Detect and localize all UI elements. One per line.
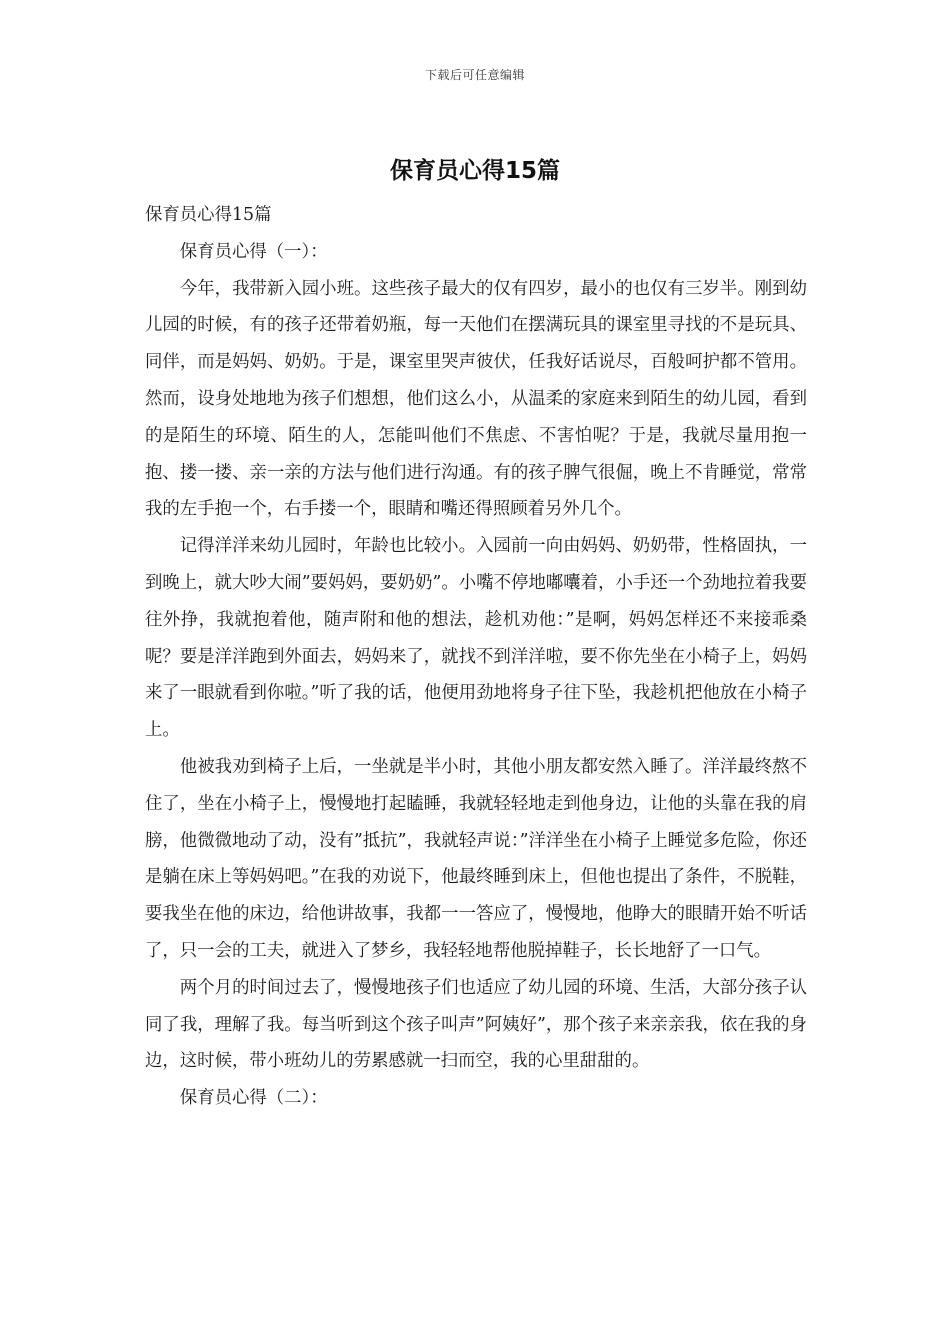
body-paragraph: 两个月的时间过去了，慢慢地孩子们也适应了幼儿园的环境、生活，大部分孩子认同了我，理解了我。每当听到这个孩子叫声”阿姨好”，那个孩子来亲亲我，依在我的身边，这时候，带小班幼儿的劳累感就一扫而空，我的心里甜甜的。 [145, 977, 807, 1072]
page-title: 保育员心得15篇 [389, 158, 560, 184]
header-note: 下载后可任意编辑 [424, 68, 525, 82]
body-paragraph: 今年，我带新入园小班。这些孩子最大的仅有四岁，最小的也仅有三岁半。刚到幼儿园的时候，有的孩子还带着奶瓶，每一天他们在摆满玩具的课室里寻找的不是玩具、同伴，而是妈妈、奶奶。于是，课室里哭声彼伏，任我好话说尽，百般呵护都不管用。然而，设身处地地为孩子们想想，他们这么小，从温柔的家庭来到陌生的幼儿园，看到的是陌生的环境、陌生的人，怎能叫他们不焦虑、不害怕呢？于是，我就尽量用抱一抱、搂一搂、亲一亲的方法与他们进行沟通。有的孩子脾气很倔，晚上不肯睡觉，常常我的左手抱一个，右手搂一个，眼睛和嘴还得照顾着另外几个。 [145, 278, 807, 520]
body-paragraph: 记得洋洋来幼儿园时，年龄也比较小。入园前一向由妈妈、奶奶带，性格固执，一到晚上，就大吵大闹”要妈妈，要奶奶”。小嘴不停地嘟囔着，小手还一个劲地拉着我要往外挣，我就抱着他，随声附和他的想法，趁机劝他：”是啊，妈妈怎样还不来接乖桑呢？要是洋洋跑到外面去，妈妈来了，就找不到洋洋啦，要不你先坐在小椅子上，妈妈来了一眼就看到你啦。”听了我的话，他便用劲地将身子往下坠，我趁机把他放在小椅子上。 [145, 536, 807, 741]
document-subtitle: 保育员心得15篇 [145, 205, 272, 225]
section-heading-two: 保育员心得（二）： [179, 1088, 328, 1109]
document-body [145, 197, 807, 1117]
section-heading-one: 保育员心得（一）： [179, 241, 328, 262]
body-paragraph: 他被我劝到椅子上后，一坐就是半小时，其他小朋友都安然入睡了。洋洋最终熬不住了，坐在小椅子上，慢慢地打起瞌睡，我就轻轻地走到他身边，让他的头靠在我的肩膀，他微微地动了动，没有”抵抗”，我就轻声说：”洋洋坐在小椅子上睡觉多危险，你还是躺在床上等妈妈吧。”在我的劝说下，他最终睡到床上，但他也提出了条件，不脱鞋，要我坐在他的床边，给他讲故事，我都一一答应了，慢慢地，他睁大的眼睛开始不听话了，只一会的工夫，就进入了梦乡，我轻轻地帮他脱掉鞋子，长长地舒了一口气。 [145, 756, 807, 961]
